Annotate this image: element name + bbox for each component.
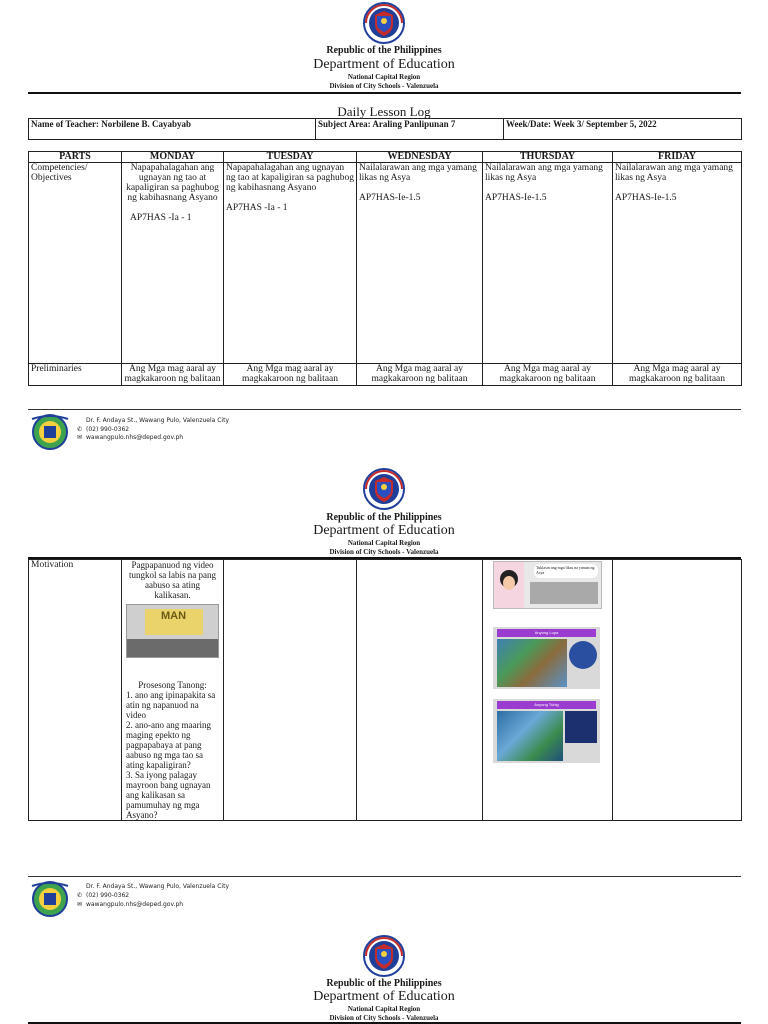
- lesson-table: [28, 151, 742, 386]
- email-icon: ✉: [77, 434, 83, 441]
- motivation-label: Motivation: [29, 560, 122, 821]
- competencies-friday: [613, 163, 742, 364]
- header-divider: [28, 92, 741, 94]
- video-thumbnail: [126, 604, 219, 658]
- competency-text: Nailalarawan ang mga yamang likas ng Asya: [615, 163, 733, 183]
- motivation-table: [28, 559, 742, 821]
- week-date: Week/Date: Week 3/ September 5, 2022: [504, 119, 742, 140]
- motivation-monday: [122, 560, 224, 821]
- competencies-label: Competencies/ Objectives: [29, 163, 122, 364]
- video-caption: MAN: [161, 610, 187, 622]
- header-thursday: THURSDAY: [483, 152, 613, 163]
- deped-seal-icon: [363, 935, 405, 977]
- republic-text: Republic of the Philippines: [326, 45, 442, 56]
- footer-phone: (02) 990-0362: [86, 426, 130, 433]
- competency-text: Napapahalagahan ang ugnayan ng tao at kapaligiran sa paghubog ng kabihasnang Asyano: [226, 163, 354, 193]
- proseso-title: Prosesong Tanong:: [138, 680, 207, 690]
- slide-image-intro: [493, 561, 602, 609]
- email-icon: ✉: [77, 901, 83, 908]
- preliminaries-wednesday: Ang Mga mag aaral ay magkakaroon ng balitaan: [357, 364, 483, 386]
- phone-icon: ✆: [77, 892, 83, 899]
- motivation-thursday: [483, 560, 613, 821]
- header-tuesday: TUESDAY: [224, 152, 357, 163]
- preliminaries-label: Preliminaries: [29, 364, 122, 386]
- deped-seal-icon: [363, 2, 405, 44]
- competency-code: AP7HAS -Ia - 1: [130, 213, 192, 223]
- division-text: Division of City Schools - Valenzuela: [329, 82, 439, 90]
- deped-seal-icon: [363, 468, 405, 510]
- preliminaries-tuesday: Ang Mga mag aaral ay magkakaroon ng balitaan: [224, 364, 357, 386]
- school-logo-icon: [30, 413, 70, 451]
- motivation-intro: Pagpapanuod ng video tungkol sa labis na pang aabuso sa ating kalikasan.: [129, 560, 216, 600]
- footer-divider: [28, 876, 741, 877]
- preliminaries-monday: Ang Mga mag aaral ay magkakaroon ng balitaan: [122, 364, 224, 386]
- school-logo-icon: [30, 880, 70, 918]
- competency-code: AP7HAS-Ie-1.5: [359, 193, 421, 203]
- footer-address: Dr. F. Andaya St., Wawang Pulo, Valenzuela City: [86, 883, 229, 890]
- slide-image-anyong-tubig: [493, 699, 600, 763]
- department-text: Department of Education: [313, 523, 455, 538]
- competency-code: AP7HAS-Ie-1.5: [485, 193, 547, 203]
- teacher-name: Name of Teacher: Norbilene B. Cayabyab: [29, 119, 316, 140]
- preliminaries-friday: Ang Mga mag aaral ay magkakaroon ng balitaan: [613, 364, 742, 386]
- competencies-tuesday: [224, 163, 357, 364]
- slide-intro-text: Tuklasin ang mga likas na yaman ng Asya: [534, 564, 598, 578]
- slide-image-anyong-lupa: [493, 627, 600, 689]
- competency-code: AP7HAS -Ia - 1: [226, 203, 288, 213]
- motivation-wednesday: [357, 560, 483, 821]
- footer-phone: (02) 990-0362: [86, 892, 130, 899]
- footer-address: Dr. F. Andaya St., Wawang Pulo, Valenzuela City: [86, 417, 229, 424]
- header-friday: FRIDAY: [613, 152, 742, 163]
- header-wednesday: WEDNESDAY: [357, 152, 483, 163]
- division-text: Division of City Schools - Valenzuela: [329, 1014, 439, 1022]
- subject-area: Subject Area: Araling Panlipunan 7: [316, 119, 504, 140]
- department-text: Department of Education: [313, 57, 455, 72]
- doc-title: Daily Lesson Log: [337, 104, 431, 119]
- department-text: Department of Education: [313, 989, 455, 1004]
- header-parts: PARTS: [29, 152, 122, 163]
- competency-text: Napapahalagahan ang ugnayan ng tao at kapaligiran sa paghubog ng kabihasnang Asyano: [126, 163, 219, 203]
- footer-email: wawangpulo.nhs@deped.gov.ph: [86, 434, 184, 441]
- competency-code: AP7HAS-Ie-1.5: [615, 193, 677, 203]
- republic-text: Republic of the Philippines: [326, 512, 442, 523]
- info-table: [28, 118, 742, 140]
- region-text: National Capital Region: [347, 1005, 421, 1013]
- motivation-friday: [613, 560, 742, 821]
- region-text: National Capital Region: [347, 73, 421, 81]
- republic-text: Republic of the Philippines: [326, 978, 442, 989]
- competencies-monday: [122, 163, 224, 364]
- competencies-wednesday: [357, 163, 483, 364]
- competency-text: Nailalarawan ang mga yamang likas ng Asya: [485, 163, 603, 183]
- competencies-thursday: [483, 163, 613, 364]
- question-1: 1. ano ang ipinapakita sa atin ng napanuod na video: [126, 690, 216, 720]
- header-monday: MONDAY: [122, 152, 224, 163]
- footer-divider: [28, 409, 741, 410]
- motivation-tuesday: [224, 560, 357, 821]
- preliminaries-thursday: Ang Mga mag aaral ay magkakaroon ng balitaan: [483, 364, 613, 386]
- slide-anyong-tubig-title: Anyong Tubig: [497, 701, 596, 709]
- question-2: 2. ano-ano ang maaring maging epekto ng pagpapabaya at pang aabuso ng mga tao sa ating kapaligiran?: [126, 720, 211, 770]
- question-3: 3. Sa iyong palagay mayroon bang ugnayan ang kalikasan sa pamumuhay ng mga Asyano?: [126, 770, 211, 820]
- slide-anyong-lupa-title: Anyong Lupa: [497, 629, 596, 637]
- region-text: National Capital Region: [347, 539, 421, 547]
- division-text: Division of City Schools - Valenzuela: [329, 548, 439, 556]
- phone-icon: ✆: [77, 426, 83, 433]
- competency-text: Nailalarawan ang mga yamang likas ng Asya: [359, 163, 477, 183]
- footer-email: wawangpulo.nhs@deped.gov.ph: [86, 901, 184, 908]
